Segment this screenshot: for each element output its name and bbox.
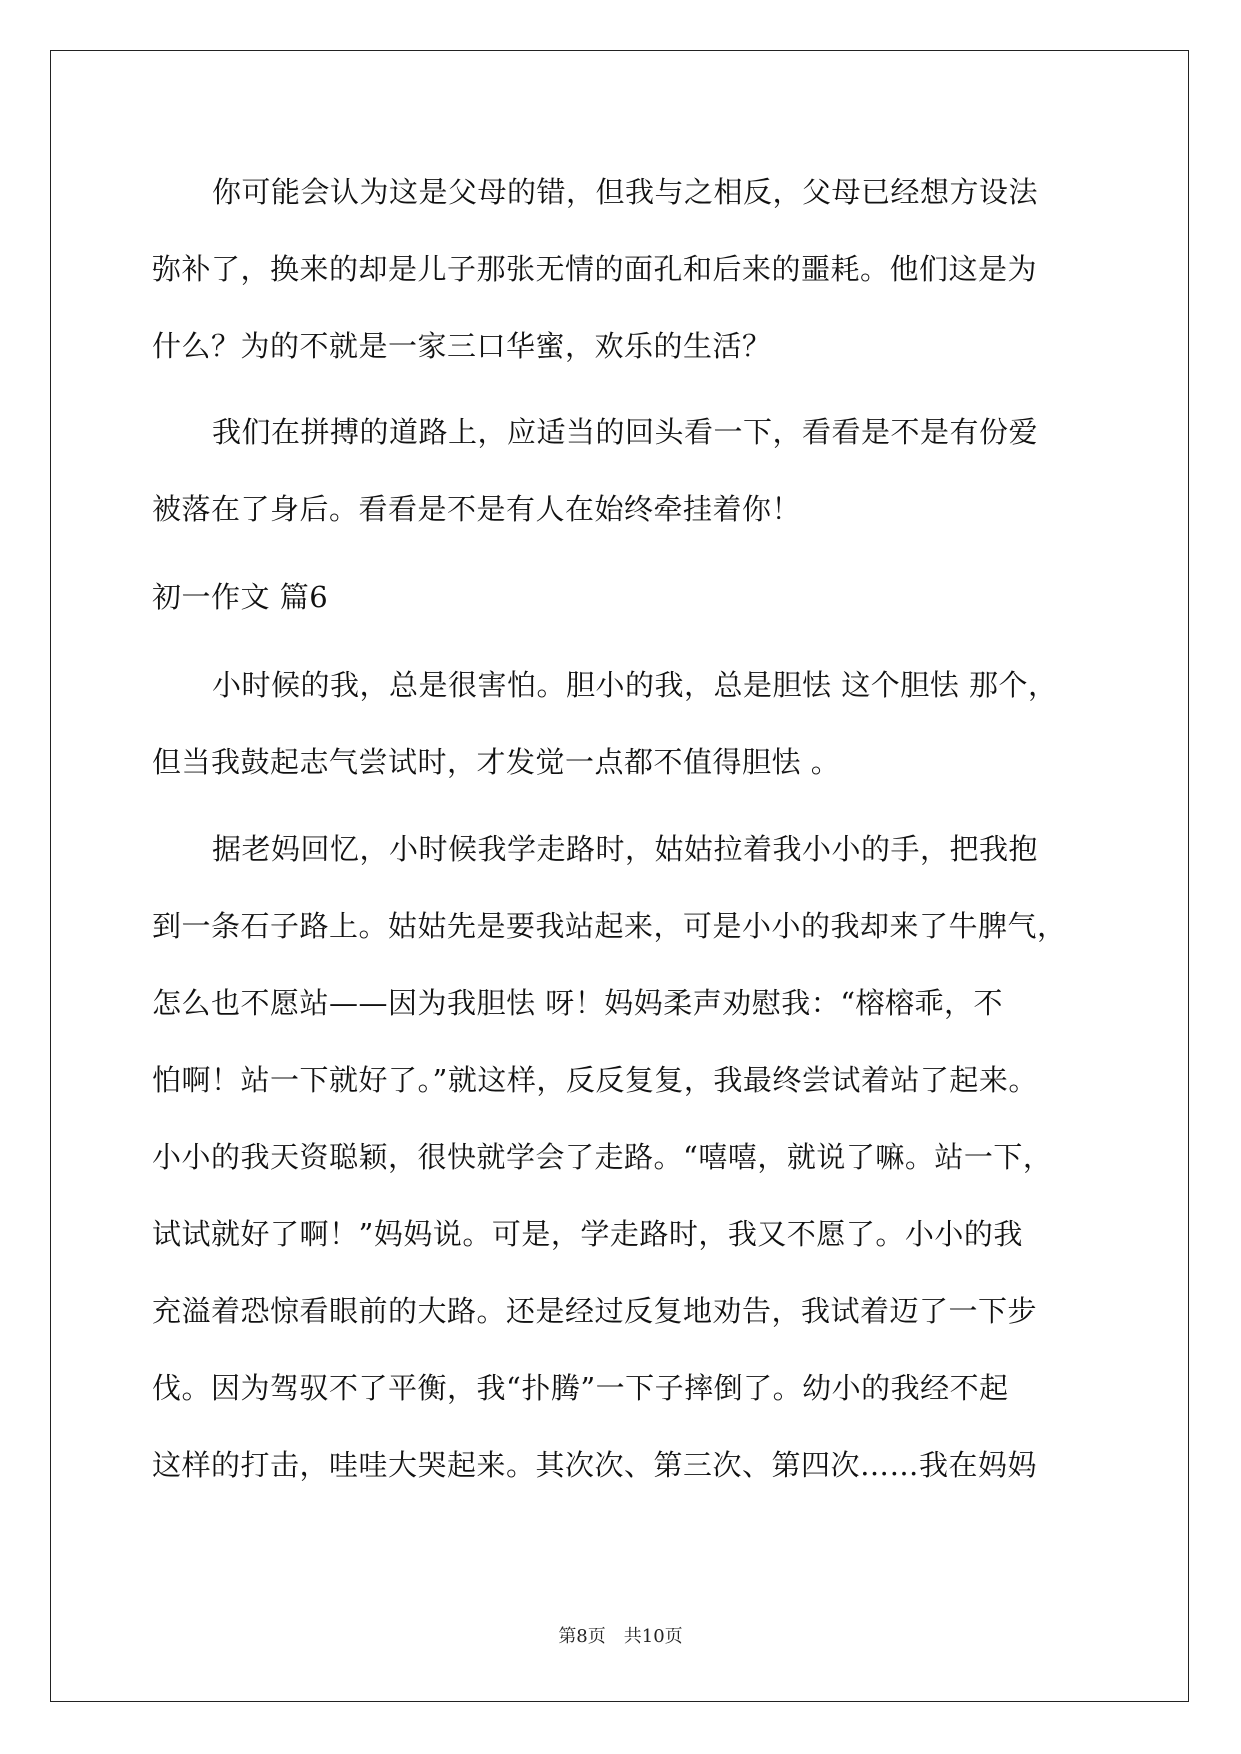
text-line: 怕啊！站一下就好了。”就这样，反反复复，我最终尝试着站了起来。 [152,1063,1038,1097]
section-heading: 初一作文 篇6 [152,580,329,614]
text-line: 充溢着恐惊看眼前的大路。还是经过反复地劝告，我试着迈了一下步 [152,1294,1038,1328]
text-line: 但当我鼓起志气尝试时，才发觉一点都不值得胆怯 。 [152,745,841,779]
text-line: 我们在拼搏的道路上，应适当的回头看一下，看看是不是有份爱 [212,415,1039,449]
text-line: 怎么也不愿站——因为我胆怯 呀！妈妈柔声劝慰我：“榕榕乖，不 [152,986,1004,1020]
text-line: 被落在了身后。看看是不是有人在始终牵挂着你！ [152,492,802,526]
text-line: 伐。因为驾驭不了平衡，我“扑腾”一下子摔倒了。幼小的我经不起 [152,1371,1009,1405]
text-line: 什么？为的不就是一家三口华蜜，欢乐的生活？ [152,329,772,363]
text-line: 到一条石子路上。姑姑先是要我站起来，可是小小的我却来了牛脾气， [152,909,1067,943]
text-line: 据老妈回忆，小时候我学走路时，姑姑拉着我小小的手，把我抱 [212,832,1039,866]
text-line: 这样的打击，哇哇大哭起来。其次次、第三次、第四次……我在妈妈 [152,1448,1038,1482]
text-line: 你可能会认为这是父母的错，但我与之相反，父母已经想方设法 [212,175,1039,209]
text-line: 弥补了，换来的却是儿子那张无情的面孔和后来的噩耗。他们这是为 [152,252,1038,286]
page-footer: 第8页 共10页 [558,1626,683,1647]
text-line: 小小的我天资聪颖，很快就学会了走路。“嘻嘻，就说了嘛。站一下， [152,1140,1053,1174]
text-line: 试试就好了啊！”妈妈说。可是，学走路时，我又不愿了。小小的我 [152,1217,1023,1251]
text-line: 小时候的我，总是很害怕。胆小的我，总是胆怯 这个胆怯 那个， [212,668,1058,702]
